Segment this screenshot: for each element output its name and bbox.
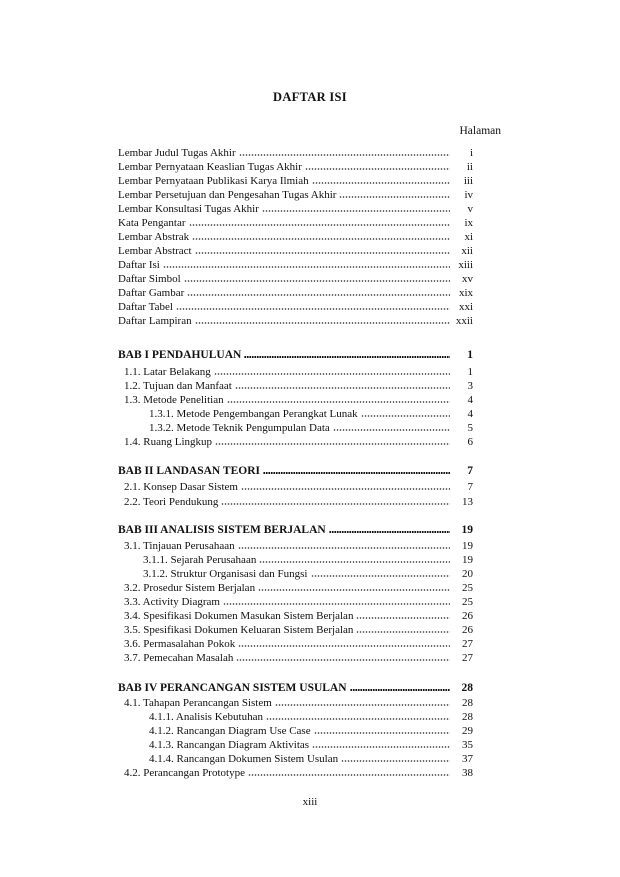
- dot-leader: [238, 645, 450, 647]
- dot-leader: [361, 415, 450, 417]
- toc-entry[interactable]: 3.2. Prosedur Sistem Berjalan 25: [124, 582, 473, 594]
- dot-leader: [184, 280, 450, 282]
- dot-leader: [339, 196, 450, 198]
- dot-leader: [312, 746, 450, 748]
- dot-leader: [329, 531, 450, 533]
- toc-entry[interactable]: Daftar Isi xiii: [118, 259, 473, 271]
- toc-entry[interactable]: Lembar Abstract xii: [118, 245, 473, 257]
- dot-leader: [189, 224, 451, 226]
- dot-leader: [215, 443, 450, 445]
- toc-entry[interactable]: Lembar Abstrak xi: [118, 231, 473, 243]
- toc-entry[interactable]: 1.3. Metode Penelitian 4: [124, 394, 473, 406]
- dot-leader: [314, 732, 450, 734]
- toc-entry[interactable]: 3.3. Activity Diagram 25: [124, 596, 473, 608]
- toc-entry[interactable]: 3.1.2. Struktur Organisasi dan Fungsi 20: [143, 568, 473, 580]
- dot-leader: [176, 308, 450, 310]
- chapter-heading[interactable]: BAB IV PERANCANGAN SISTEM USULAN 28: [118, 682, 473, 694]
- toc-entry[interactable]: 1.1. Latar Belakang 1: [124, 366, 473, 378]
- dot-leader: [312, 182, 450, 184]
- dot-leader: [341, 760, 450, 762]
- toc-entry[interactable]: 1.4. Ruang Lingkup 6: [124, 436, 473, 448]
- dot-leader: [239, 154, 450, 156]
- toc-entry[interactable]: Daftar Tabel xxi: [118, 301, 473, 313]
- toc-entry[interactable]: Daftar Gambar xix: [118, 287, 473, 299]
- toc-entry[interactable]: 4.1. Tahapan Perancangan Sistem 28: [124, 697, 473, 709]
- dot-leader: [311, 575, 451, 577]
- toc-entry[interactable]: 1.3.1. Metode Pengembangan Perangkat Lunak 4: [149, 408, 473, 420]
- toc-entry[interactable]: Daftar Simbol xv: [118, 273, 473, 285]
- page-title: DAFTAR ISI: [273, 90, 347, 104]
- toc-entry[interactable]: 4.1.4. Rancangan Dokumen Sistem Usulan 37: [149, 753, 473, 765]
- dot-leader: [214, 373, 450, 375]
- dot-leader: [356, 617, 450, 619]
- dot-leader: [235, 387, 450, 389]
- dot-leader: [244, 356, 450, 358]
- dot-leader: [187, 294, 450, 296]
- toc-entry[interactable]: Lembar Judul Tugas Akhir i: [118, 147, 473, 159]
- dot-leader: [259, 561, 450, 563]
- dot-leader: [263, 472, 450, 474]
- toc-entry[interactable]: 4.2. Perancangan Prototype 38: [124, 767, 473, 779]
- toc-entry[interactable]: Lembar Konsultasi Tugas Akhir v: [118, 203, 473, 215]
- dot-leader: [241, 488, 450, 490]
- dot-leader: [192, 238, 450, 240]
- dot-leader: [195, 322, 450, 324]
- dot-leader: [223, 603, 450, 605]
- toc-entry[interactable]: 4.1.1. Analisis Kebutuhan 28: [149, 711, 473, 723]
- dot-leader: [275, 704, 450, 706]
- table-of-contents: [118, 0, 473, 877]
- toc-entry[interactable]: 3.7. Pemecahan Masalah 27: [124, 652, 473, 664]
- toc-entry[interactable]: 1.2. Tujuan dan Manfaat 3: [124, 380, 473, 392]
- toc-entry[interactable]: Lembar Pernyataan Keaslian Tugas Akhir ii: [118, 161, 473, 173]
- chapter-heading[interactable]: BAB I PENDAHULUAN 1: [118, 349, 473, 361]
- dot-leader: [236, 659, 450, 661]
- dot-leader: [221, 503, 450, 505]
- toc-entry[interactable]: 2.1. Konsep Dasar Sistem 7: [124, 481, 473, 493]
- dot-leader: [227, 401, 450, 403]
- halaman-label: Halaman: [459, 125, 501, 137]
- dot-leader: [262, 210, 450, 212]
- toc-entry[interactable]: 3.1. Tinjauan Perusahaan 19: [124, 540, 473, 552]
- toc-entry[interactable]: 1.3.2. Metode Teknik Pengumpulan Data 5: [149, 422, 473, 434]
- toc-entry[interactable]: 4.1.2. Rancangan Diagram Use Case 29: [149, 725, 473, 737]
- toc-entry[interactable]: 2.2. Teori Pendukung 13: [124, 496, 473, 508]
- chapter-heading[interactable]: BAB III ANALISIS SISTEM BERJALAN 19: [118, 524, 473, 536]
- toc-entry[interactable]: 4.1.3. Rancangan Diagram Aktivitas 35: [149, 739, 473, 751]
- toc-entry[interactable]: Kata Pengantar ix: [118, 217, 473, 229]
- toc-entry[interactable]: Daftar Lampiran xxii: [118, 315, 473, 327]
- dot-leader: [350, 689, 450, 691]
- toc-entry[interactable]: 3.4. Spesifikasi Dokumen Masukan Sistem Berjalan 26: [124, 610, 473, 622]
- dot-leader: [266, 718, 450, 720]
- dot-leader: [248, 774, 450, 776]
- toc-entry[interactable]: 3.1.1. Sejarah Perusahaan 19: [143, 554, 473, 566]
- dot-leader: [238, 547, 450, 549]
- dot-leader: [356, 631, 450, 633]
- page-number-footer: xiii: [302, 796, 318, 808]
- toc-entry[interactable]: 3.5. Spesifikasi Dokumen Keluaran Sistem Berjalan 26: [124, 624, 473, 636]
- dot-leader: [195, 252, 450, 254]
- dot-leader: [258, 589, 450, 591]
- dot-leader: [333, 429, 450, 431]
- toc-entry[interactable]: Lembar Pernyataan Publikasi Karya Ilmiah iii: [118, 175, 473, 187]
- chapter-heading[interactable]: BAB II LANDASAN TEORI 7: [118, 465, 473, 477]
- toc-entry[interactable]: 3.6. Permasalahan Pokok 27: [124, 638, 473, 650]
- toc-entry[interactable]: Lembar Persetujuan dan Pengesahan Tugas Akhir iv: [118, 189, 473, 201]
- dot-leader: [305, 168, 450, 170]
- dot-leader: [163, 266, 450, 268]
